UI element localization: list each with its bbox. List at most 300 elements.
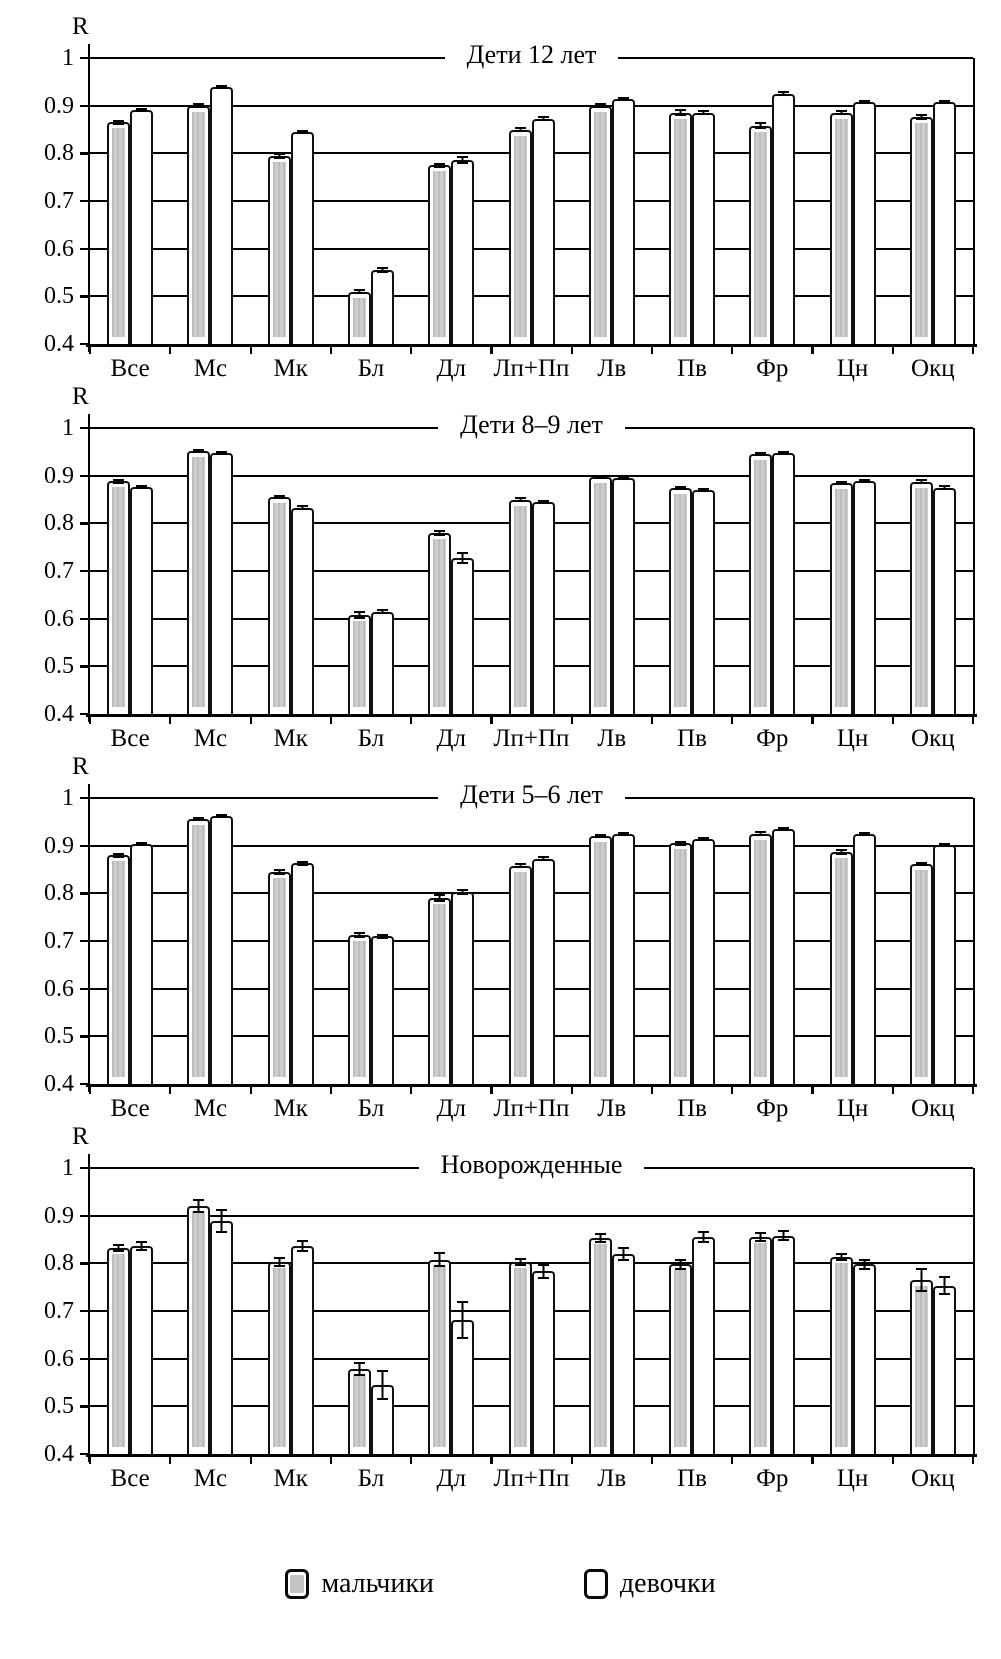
- bar-girls: [612, 478, 635, 714]
- y-axis-tick: [80, 1035, 89, 1037]
- y-tick-label: 0.8: [44, 510, 74, 537]
- x-axis-tick: [490, 1456, 492, 1464]
- x-category-label: Цн: [836, 725, 869, 752]
- x-category-label: Все: [110, 1465, 150, 1492]
- bar-boys: [348, 935, 371, 1084]
- legend: [0, 1482, 1001, 1657]
- chart-2: [0, 372, 1001, 752]
- bar-girls: [612, 1254, 635, 1454]
- y-tick-label: 0.9: [44, 832, 74, 859]
- error-bar: [354, 289, 365, 295]
- y-axis-tick: [80, 1405, 89, 1407]
- x-category-label: Лп+Пп: [493, 1465, 570, 1492]
- bar-boys: [669, 1264, 692, 1454]
- error-bar: [836, 110, 847, 115]
- x-axis-tick: [169, 346, 171, 354]
- x-axis-tick: [972, 346, 974, 354]
- error-bar: [113, 120, 124, 125]
- error-bar: [377, 267, 388, 273]
- y-axis-tick: [80, 152, 89, 154]
- error-bar: [939, 485, 950, 490]
- error-bar: [515, 863, 526, 868]
- error-bar: [538, 116, 549, 122]
- x-axis-tick: [571, 346, 573, 354]
- bar-girls: [532, 119, 555, 344]
- x-axis-tick: [169, 716, 171, 724]
- title-rule-left: [90, 797, 438, 799]
- bar-girls: [210, 453, 233, 714]
- y-axis-tick: [80, 200, 89, 202]
- chart-title-row: [90, 781, 973, 815]
- bar-girls: [772, 94, 795, 344]
- bar-boys: [348, 615, 371, 714]
- error-bar: [377, 934, 388, 939]
- bar-boys: [107, 1248, 130, 1454]
- error-bar: [297, 130, 308, 135]
- x-axis-tick: [892, 716, 894, 724]
- bar-boys: [509, 1262, 532, 1454]
- error-bar: [618, 97, 629, 101]
- x-category-label: Дл: [436, 355, 466, 382]
- x-axis-tick: [651, 346, 653, 354]
- error-bar: [836, 1253, 847, 1261]
- bar-boys: [268, 156, 291, 344]
- legend-item-girls: [584, 1569, 716, 1599]
- x-category-label: Бл: [357, 1465, 385, 1492]
- bar-girls: [772, 453, 795, 714]
- bar-boys: [589, 477, 612, 714]
- legend-swatch-girls-icon: [584, 1569, 608, 1599]
- bar-girls: [130, 1246, 153, 1454]
- bar-girls: [130, 487, 153, 714]
- y-tick-label: 0.6: [44, 605, 74, 632]
- x-category-label: Дл: [436, 1095, 466, 1122]
- bar-girls: [692, 839, 715, 1084]
- bar-boys: [107, 122, 130, 344]
- bar-boys: [830, 113, 853, 344]
- error-bar: [618, 832, 629, 836]
- bar-girls: [612, 99, 635, 344]
- error-bar: [595, 834, 606, 838]
- x-axis-tick: [410, 346, 412, 354]
- title-rule-left: [90, 427, 438, 429]
- y-tick-label: 0.6: [44, 975, 74, 1002]
- x-axis-tick: [330, 716, 332, 724]
- x-category-label: Фр: [756, 725, 789, 752]
- x-axis-tick: [731, 346, 733, 354]
- x-category-label: Лв: [597, 355, 627, 382]
- error-bar: [274, 495, 285, 500]
- chart-title: Новорожденные: [440, 1150, 623, 1179]
- x-axis-tick: [330, 1456, 332, 1464]
- x-axis-tick: [250, 1456, 252, 1464]
- y-tick-label: 0.5: [44, 1393, 74, 1420]
- x-category-label: Все: [110, 1095, 150, 1122]
- bar-boys: [749, 454, 772, 714]
- y-axis-line: [88, 784, 90, 1092]
- x-axis-tick: [571, 1456, 573, 1464]
- y-axis-unit-label: R: [72, 753, 89, 780]
- x-category-label: Пв: [677, 1465, 707, 1492]
- error-bar: [136, 485, 147, 489]
- bar-girls: [933, 845, 956, 1084]
- plot-right-border: [973, 798, 975, 1086]
- error-bar: [698, 110, 709, 115]
- title-rule-right: [644, 1167, 973, 1169]
- y-axis-tick: [80, 1262, 89, 1264]
- error-bar: [595, 1233, 606, 1243]
- charts-stack: [0, 2, 1001, 1492]
- error-bar: [354, 1362, 365, 1376]
- bar-boys: [589, 836, 612, 1084]
- y-axis-unit-label: R: [72, 13, 89, 40]
- error-bar: [113, 1244, 124, 1252]
- bar-girls: [371, 936, 394, 1084]
- bar-boys: [589, 1238, 612, 1454]
- error-bar: [113, 853, 124, 858]
- plot-area: [44, 40, 973, 382]
- x-category-label: Мк: [273, 1465, 308, 1492]
- y-tick-label: 0.4: [44, 1441, 74, 1467]
- bar-boys: [749, 834, 772, 1084]
- error-bar: [136, 1241, 147, 1251]
- y-tick-label: 0.7: [44, 1298, 74, 1324]
- y-tick-label: 0.8: [44, 140, 74, 167]
- x-category-label: Бл: [357, 1095, 385, 1122]
- x-category-label: Окц: [911, 355, 955, 382]
- error-bar: [434, 1252, 445, 1266]
- bar-girls: [210, 87, 233, 344]
- x-category-label: Лв: [597, 725, 627, 752]
- bar-boys: [268, 497, 291, 714]
- x-category-label: Окц: [911, 725, 955, 752]
- y-tick-label: 1: [62, 415, 74, 441]
- error-bar: [778, 1230, 789, 1241]
- y-axis-tick: [80, 105, 89, 107]
- error-bar: [457, 889, 468, 895]
- y-tick-label: 0.4: [44, 701, 74, 727]
- bar-girls: [933, 102, 956, 344]
- x-category-label: Лп+Пп: [493, 725, 570, 752]
- error-bar: [675, 841, 686, 846]
- error-bar: [193, 449, 204, 453]
- bar-boys: [830, 1257, 853, 1454]
- x-axis-tick: [892, 346, 894, 354]
- y-axis-tick: [80, 988, 89, 990]
- error-bar: [939, 843, 950, 847]
- error-bar: [916, 1268, 927, 1292]
- bar-boys: [348, 1369, 371, 1454]
- y-tick-label: 0.7: [44, 928, 74, 954]
- error-bar: [859, 832, 870, 836]
- bar-boys: [749, 126, 772, 344]
- bar-boys: [749, 1237, 772, 1454]
- bar-girls: [291, 863, 314, 1084]
- error-bar: [434, 530, 445, 536]
- bar-girls: [532, 859, 555, 1084]
- x-axis-line: [86, 714, 977, 717]
- x-axis-tick: [651, 716, 653, 724]
- x-axis-tick: [410, 716, 412, 724]
- error-bar: [193, 817, 204, 821]
- bar-girls: [130, 110, 153, 344]
- y-axis-tick: [80, 522, 89, 524]
- x-category-label: Лв: [597, 1465, 627, 1492]
- x-axis-line: [86, 344, 977, 347]
- x-axis-tick: [972, 1456, 974, 1464]
- y-tick-label: 0.4: [44, 331, 74, 357]
- y-axis-tick: [80, 665, 89, 667]
- x-axis-line: [86, 1454, 977, 1457]
- x-category-label: Бл: [357, 355, 385, 382]
- y-axis-tick: [80, 295, 89, 297]
- legend-label-girls: девочки: [619, 1567, 716, 1599]
- y-tick-label: 1: [62, 785, 74, 811]
- plot-right-border: [973, 1168, 975, 1456]
- title-rule-right: [625, 427, 973, 429]
- x-axis-tick: [169, 1086, 171, 1094]
- error-bar: [193, 103, 204, 108]
- x-category-label: Мк: [273, 1095, 308, 1122]
- error-bar: [354, 932, 365, 938]
- bar-girls: [692, 490, 715, 714]
- error-bar: [136, 842, 147, 846]
- y-tick-label: 0.4: [44, 1071, 74, 1097]
- x-category-label: Фр: [756, 1095, 789, 1122]
- x-axis-tick: [89, 346, 91, 354]
- plot-area: [44, 1150, 973, 1492]
- chart-title: Дети 8–9 лет: [460, 410, 603, 439]
- x-category-label: Пв: [677, 1095, 707, 1122]
- x-category-label: Пв: [677, 355, 707, 382]
- bar-boys: [268, 1262, 291, 1454]
- bar-boys: [830, 483, 853, 714]
- x-category-label: Окц: [911, 1095, 955, 1122]
- y-axis-tick: [80, 845, 89, 847]
- bar-boys: [268, 872, 291, 1084]
- error-bar: [595, 475, 606, 479]
- x-axis-tick: [892, 1456, 894, 1464]
- chart-1: [0, 2, 1001, 382]
- y-axis-line: [88, 44, 90, 352]
- x-axis-tick: [731, 1456, 733, 1464]
- error-bar: [297, 1240, 308, 1251]
- error-bar: [538, 500, 549, 505]
- error-bar: [859, 100, 870, 104]
- error-bar: [457, 156, 468, 164]
- x-category-label: Окц: [911, 1465, 955, 1492]
- y-axis-tick: [80, 940, 89, 942]
- x-category-label: Лп+Пп: [493, 355, 570, 382]
- x-axis-tick: [731, 1086, 733, 1094]
- x-category-label: Фр: [756, 1465, 789, 1492]
- x-category-label: Мк: [273, 725, 308, 752]
- bar-girls: [853, 102, 876, 344]
- error-bar: [618, 1247, 629, 1261]
- title-rule-right: [625, 797, 973, 799]
- error-bar: [538, 856, 549, 861]
- error-bar: [595, 103, 606, 108]
- error-bar: [836, 849, 847, 855]
- error-bar: [216, 451, 227, 455]
- y-tick-label: 1: [62, 1155, 74, 1181]
- bar-boys: [669, 843, 692, 1084]
- chart-title-row: [90, 411, 973, 445]
- bar-boys: [830, 852, 853, 1084]
- error-bar: [755, 452, 766, 456]
- error-bar: [836, 481, 847, 485]
- error-bar: [859, 479, 870, 483]
- x-category-label: Мс: [193, 355, 228, 382]
- x-axis-tick: [330, 346, 332, 354]
- bar-girls: [692, 1237, 715, 1454]
- x-axis-tick: [410, 1086, 412, 1094]
- bar-girls: [772, 829, 795, 1084]
- bar-boys: [509, 500, 532, 715]
- error-bar: [778, 91, 789, 96]
- y-tick-label: 0.8: [44, 880, 74, 907]
- error-bar: [859, 1259, 870, 1270]
- error-bar: [457, 1301, 468, 1339]
- y-tick-label: 0.9: [44, 462, 74, 489]
- y-axis-tick: [80, 248, 89, 250]
- x-category-label: Мк: [273, 355, 308, 382]
- bar-boys: [910, 1280, 933, 1454]
- x-category-label: Фр: [756, 355, 789, 382]
- bar-girls: [451, 1320, 474, 1454]
- legend-item-boys: [285, 1569, 433, 1599]
- chart-title-row: [90, 1151, 973, 1185]
- bar-boys: [187, 106, 210, 344]
- error-bar: [675, 1259, 686, 1270]
- x-axis-tick: [651, 1456, 653, 1464]
- x-axis-tick: [972, 1086, 974, 1094]
- x-category-label: Мс: [193, 1095, 228, 1122]
- bar-girls: [853, 481, 876, 714]
- bar-girls: [612, 834, 635, 1084]
- x-category-label: Лп+Пп: [493, 1095, 570, 1122]
- error-bar: [755, 1232, 766, 1242]
- x-category-label: Цн: [836, 1095, 869, 1122]
- chart-title-row: [90, 41, 973, 75]
- x-category-label: Все: [110, 725, 150, 752]
- x-axis-tick: [811, 716, 813, 724]
- error-bar: [698, 1231, 709, 1242]
- x-axis-tick: [811, 346, 813, 354]
- error-bar: [297, 505, 308, 511]
- bar-girls: [692, 113, 715, 344]
- error-bar: [216, 1209, 227, 1233]
- error-bar: [778, 827, 789, 831]
- x-axis-tick: [250, 716, 252, 724]
- y-axis-tick: [80, 618, 89, 620]
- y-tick-label: 0.6: [44, 235, 74, 262]
- y-axis-line: [88, 1154, 90, 1462]
- plot-right-border: [973, 58, 975, 346]
- x-axis-tick: [410, 1456, 412, 1464]
- x-axis-tick: [571, 716, 573, 724]
- bar-girls: [291, 1246, 314, 1454]
- bar-boys: [107, 481, 130, 714]
- y-axis-tick: [80, 570, 89, 572]
- bar-boys: [910, 864, 933, 1084]
- x-axis-tick: [571, 1086, 573, 1094]
- y-axis-tick: [80, 57, 89, 59]
- bar-girls: [291, 132, 314, 344]
- y-tick-label: 0.7: [44, 558, 74, 584]
- bar-girls: [933, 488, 956, 714]
- y-axis-unit-label: R: [72, 1123, 89, 1150]
- x-category-label: Мс: [193, 1465, 228, 1492]
- error-bar: [515, 497, 526, 502]
- error-bar: [354, 611, 365, 619]
- error-bar: [274, 153, 285, 159]
- bar-girls: [853, 1264, 876, 1454]
- error-bar: [618, 476, 629, 481]
- chart-4: [0, 1112, 1001, 1492]
- error-bar: [297, 861, 308, 866]
- bar-boys: [910, 482, 933, 714]
- x-category-label: Мс: [193, 725, 228, 752]
- bar-boys: [589, 106, 612, 344]
- legend-label-boys: мальчики: [321, 1567, 434, 1599]
- bar-girls: [451, 892, 474, 1084]
- error-bar: [216, 814, 227, 818]
- title-rule-left: [90, 1167, 419, 1169]
- bar-boys: [428, 898, 451, 1084]
- bar-boys: [187, 819, 210, 1084]
- x-axis-tick: [811, 1086, 813, 1094]
- y-axis-unit-label: R: [72, 383, 89, 410]
- plot-area: [44, 780, 973, 1122]
- error-bar: [916, 479, 927, 484]
- legend-swatch-boys-icon: [285, 1569, 309, 1599]
- error-bar: [939, 1276, 950, 1295]
- y-axis-tick: [80, 892, 89, 894]
- y-axis-tick: [80, 427, 89, 429]
- x-axis-tick: [811, 1456, 813, 1464]
- x-axis-tick: [892, 1086, 894, 1094]
- chart-title: Дети 12 лет: [466, 40, 597, 69]
- error-bar: [755, 122, 766, 129]
- x-axis-tick: [89, 1456, 91, 1464]
- bar-girls: [772, 1236, 795, 1454]
- title-rule-left: [90, 57, 445, 59]
- y-axis-tick: [80, 1310, 89, 1312]
- error-bar: [675, 486, 686, 490]
- bar-boys: [509, 866, 532, 1084]
- error-bar: [434, 894, 445, 902]
- x-axis-tick: [89, 716, 91, 724]
- y-tick-label: 0.9: [44, 92, 74, 119]
- y-tick-label: 0.7: [44, 188, 74, 214]
- bar-boys: [428, 1260, 451, 1454]
- error-bar: [274, 869, 285, 875]
- y-tick-label: 0.9: [44, 1202, 74, 1229]
- bar-boys: [509, 130, 532, 345]
- chart-title: Дети 5–6 лет: [460, 780, 603, 809]
- bar-girls: [291, 508, 314, 714]
- error-bar: [515, 1258, 526, 1266]
- x-axis-tick: [731, 716, 733, 724]
- bar-boys: [187, 1206, 210, 1454]
- y-axis-tick: [80, 475, 89, 477]
- y-axis-tick: [80, 1358, 89, 1360]
- x-category-label: Цн: [836, 355, 869, 382]
- bar-girls: [451, 558, 474, 714]
- bar-girls: [451, 160, 474, 344]
- chart-3: [0, 742, 1001, 1122]
